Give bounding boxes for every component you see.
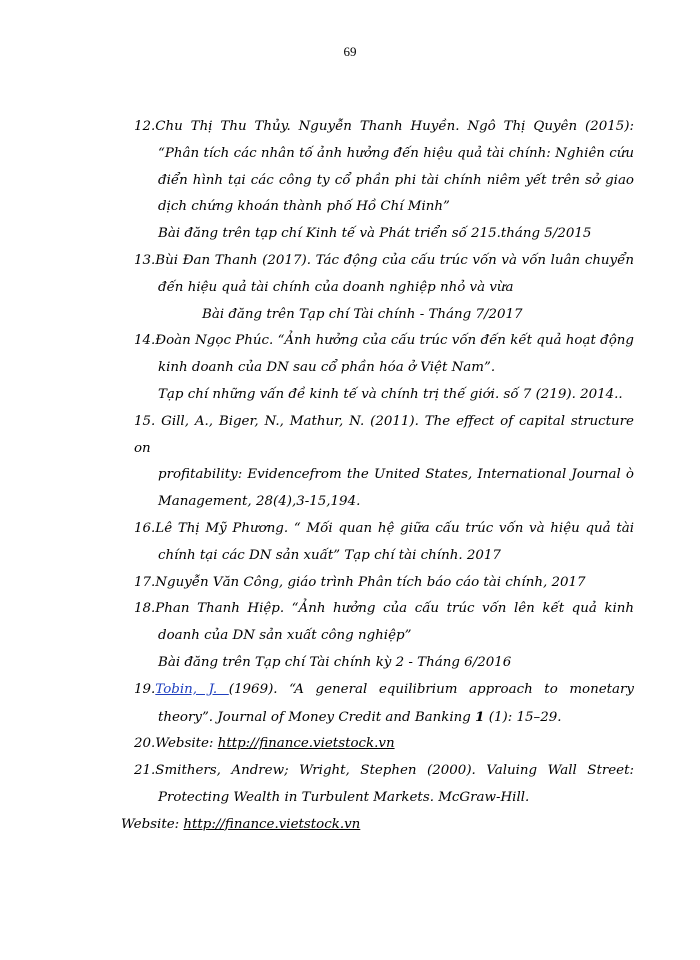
reference-18-line-2: doanh của DN sản xuất công nghiệp” (158, 628, 412, 644)
reference-15 (134, 409, 634, 516)
reference-16-line-1: 16.Lê Thị Mỹ Phương. “ Mối quan hệ giữa cấu trúc vốn và hiệu quả tài (134, 520, 634, 536)
reference-14-line-1: 14.Đoàn Ngọc Phúc. “Ảnh hưởng của cấu trúc vốn đến kết quả hoạt động (134, 333, 634, 349)
reference-13-line-1: 13.Bùi Đan Thanh (2017). Tác động của cấu trúc vốn và vốn luân chuyển (134, 252, 634, 268)
reference-19-pages: (1): 15–29. (484, 709, 562, 725)
reference-list (121, 114, 634, 839)
reference-14 (134, 328, 634, 408)
reference-12-line-5: Bài đăng trên tạp chí Kinh tế và Phát triển số 215.tháng 5/2015 (158, 226, 592, 242)
reference-19-prefix: 19. (134, 681, 156, 697)
reference-16-line-2: chính tại các DN sản xuất” Tạp chí tài chính. 2017 (158, 547, 501, 563)
reference-12-line-4: dịch chứng khoán thành phố Hồ Chí Minh” (158, 199, 450, 215)
reference-13-line-3: Bài đăng trên Tạp chí Tài chính - Tháng 7/2017 (202, 306, 523, 322)
reference-21-line-2: Protecting Wealth in Turbulent Markets. McGraw-Hill. (158, 789, 530, 805)
reference-18-line-3: Bài đăng trên Tạp chí Tài chính kỳ 2 - Tháng 6/2016 (158, 654, 512, 670)
vietstock-website-link[interactable]: http://finance.vietstock.vn (217, 736, 395, 752)
reference-15-line-2: profitability: Evidencefrom the United States, International Journal ò (158, 467, 634, 483)
reference-14-line-3: Tạp chí những vấn đề kinh tế và chính trị thế giới. số 7 (219). 2014.. (158, 386, 623, 402)
reference-21-line-1: 21.Smithers, Andrew; Wright, Stephen (2000). Valuing Wall Street: (134, 763, 634, 779)
reference-20 (134, 731, 634, 758)
reference-17-line-1: 17.Nguyễn Văn Công, giáo trình Phân tích báo cáo tài chính, 2017 (134, 574, 586, 590)
page-number: 69 (343, 44, 357, 59)
reference-15-line-3: Management, 28(4),3-15,194. (158, 494, 361, 510)
reference-20-line-1 (134, 731, 634, 758)
reference-12-line-1: 12.Chu Thị Thu Thủy. Nguyễn Thanh Huyền. Ngô Thị Quyên (2015): (134, 119, 634, 134)
reference-19-journal: theory”. Journal of Money Credit and Banking (158, 709, 476, 725)
reference-12 (134, 114, 634, 248)
reference-20-label: 20.Website: (134, 736, 218, 752)
reference-16 (134, 516, 634, 570)
tobin-author-link[interactable]: Tobin, J. (155, 681, 229, 697)
reference-21 (134, 758, 634, 812)
reference-18-line-1: 18.Phan Thanh Hiệp. “Ảnh hưởng của cấu trúc vốn lên kết quả kinh (134, 601, 634, 617)
reference-12-line-2: “Phân tích các nhân tố ảnh hưởng đến hiệu quả tài chính: Nghiên cứu (158, 145, 634, 161)
reference-19-line-1-rest: (1969). “A general equilibrium approach to monetary (228, 681, 634, 697)
reference-19 (134, 677, 634, 732)
website-last-label: Website: (121, 816, 184, 832)
reference-19-volume: 1 (475, 708, 485, 725)
reference-18 (134, 596, 634, 676)
reference-19-line-2 (134, 704, 634, 732)
reference-13-line-2: đến hiệu quả tài chính của doanh nghiệp nhỏ và vừa (158, 279, 514, 295)
website-last (121, 812, 634, 839)
reference-19-line-1 (134, 677, 634, 704)
reference-15-line-1: 15. Gill, A., Biger, N., Mathur, N. (2011). The effect of capital structure on (134, 413, 634, 456)
reference-14-line-2: kinh doanh của DN sau cổ phần hóa ở Việt Nam”. (158, 360, 496, 376)
reference-13 (134, 248, 634, 328)
vietstock-website-link-2[interactable]: http://finance.vietstock.vn (183, 816, 361, 832)
reference-12-line-3: điển hình tại các công ty cổ phần phi tài chính niêm yết trên sở giao (158, 172, 634, 188)
reference-17 (134, 570, 634, 597)
website-last-line (121, 812, 634, 839)
